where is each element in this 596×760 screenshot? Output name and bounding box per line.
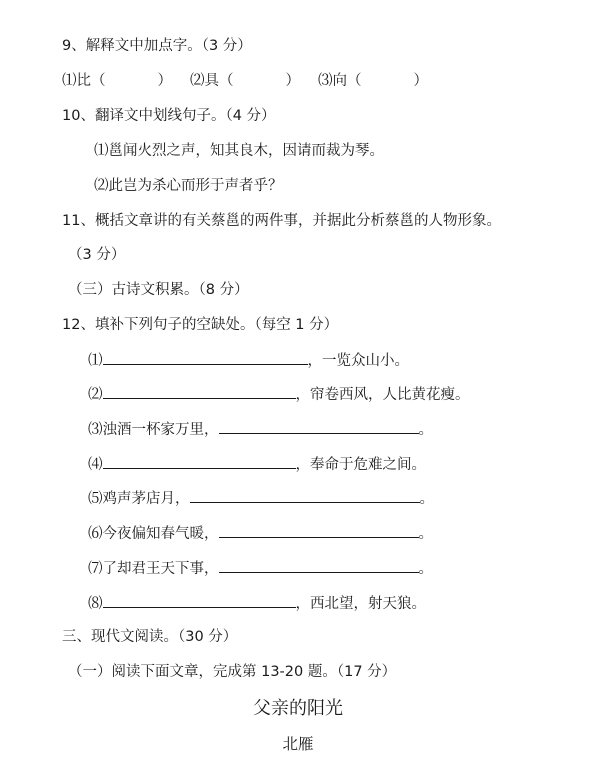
fill-blank-line[interactable] <box>190 488 420 503</box>
q12-blank-3: ⑶浊酒一杯家万里， 。 <box>88 419 433 440</box>
q12-blank-6: ⑹今夜偏知春气暖， 。 <box>88 523 433 544</box>
fill-blank-line[interactable] <box>103 384 296 399</box>
fill-blank-line[interactable] <box>219 523 419 538</box>
q9-item-1-label: ⑴比（ <box>62 73 106 89</box>
article-author: 北雁 <box>282 735 314 753</box>
q9-item-3-label: ⑶向（ <box>318 73 362 89</box>
fill-blank-line[interactable] <box>219 558 419 573</box>
section-modern-heading: 三、现代文阅读。（30 分） <box>62 629 238 645</box>
article-title: 父亲的阳光 <box>253 698 343 719</box>
q11-stem: 11、概括文章讲的有关蔡邕的两件事，并据此分析蔡邕的人物形象。 <box>62 213 501 229</box>
q12-blank-5: ⑸鸡声茅店月， 。 <box>88 488 434 509</box>
q9-items <box>62 71 428 91</box>
q10-sentence-2: ⑵此岂为杀心而形于声者乎？ <box>94 178 283 194</box>
section3-subheading: （三）古诗文积累。（8 分） <box>68 282 249 298</box>
fill-blank-line[interactable] <box>103 454 296 469</box>
q12-blank-2: ⑵ ，帘卷西风，人比黄花瘦。 <box>88 384 470 405</box>
fill-blank-line[interactable] <box>103 593 296 608</box>
fill-blank-line[interactable] <box>219 419 419 434</box>
q12-blank-7: ⑺了却君王天下事， 。 <box>88 558 433 579</box>
q10-stem: 10、翻译文中划线句子。（4 分） <box>62 108 276 124</box>
q12-blank-4: ⑷ ，奉命于危难之间。 <box>88 454 426 475</box>
q9-item-1-close: ） <box>157 73 172 89</box>
q10-sentence-1: ⑴邕闻火烈之声，知其良木，因请而裁为琴。 <box>94 143 384 159</box>
q12-blank-1: ⑴ ，一览众山小。 <box>88 350 409 371</box>
fill-blank-line[interactable] <box>103 350 308 365</box>
q9-item-3-close: ） <box>413 73 428 89</box>
reading-intro: （一）阅读下面文章，完成第 13-20 题。（17 分） <box>68 664 397 680</box>
q11-score: （3 分） <box>68 247 126 263</box>
q9-item-2-label: ⑵具（ <box>190 73 234 89</box>
q12-stem: 12、填补下列句子的空缺处。（每空 1 分） <box>62 317 339 333</box>
q12-blank-8: ⑻ ，西北望，射天狼。 <box>88 593 426 614</box>
q9-stem: 9、解释文中加点字。（3 分） <box>62 38 252 54</box>
q9-item-2-close: ） <box>285 73 300 89</box>
